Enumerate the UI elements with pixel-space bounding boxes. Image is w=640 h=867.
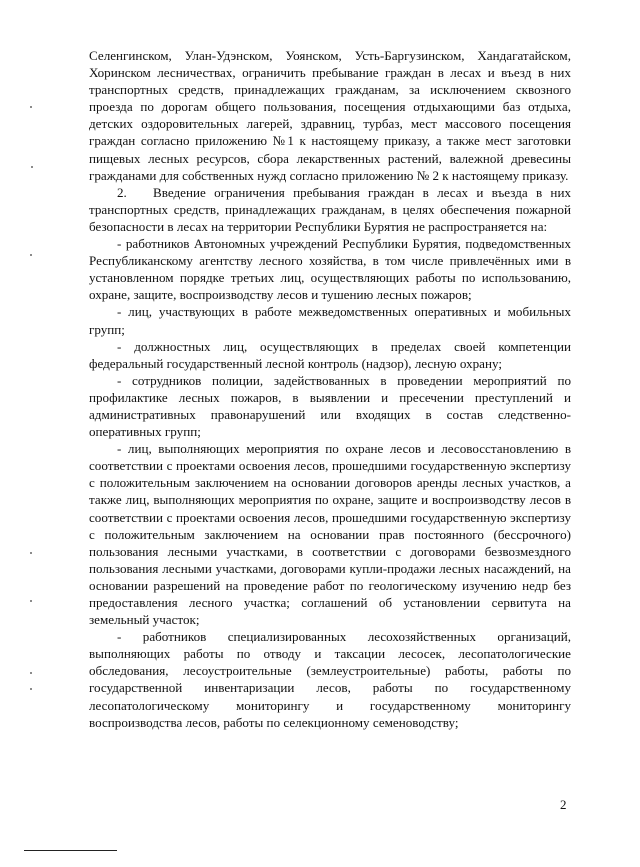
scan-speck	[30, 688, 32, 690]
list-item: - работников Автономных учреждений Республики Бурятия, подведомственных Республиканскому агентству лесного хозяйства, в том числе привлечённых ими в установленном порядке третьих лиц, осуществляющих работы по использованию, охране, защите, воспроизводству лесов и тушению лесных пожаров;	[89, 236, 571, 303]
list-item: - сотрудников полиции, задействованных в проведении мероприятий по профилактике лесных пожаров, в выявлении и пресечении преступлений и административных правонарушений или входящих в состав следственно-оперативных групп;	[89, 372, 571, 440]
scan-speck	[30, 600, 32, 602]
list-item: - должностных лиц, осуществляющих в пределах своей компетенции федеральный государственный лесной контроль (надзор), лесную охрану;	[89, 338, 571, 371]
list-item: - работников специализированных лесохозяйственных организаций, выполняющих работы по отводу и таксации лесосек, лесопатологические обследования, лесоустроительные (землеустроительные) работы, работы по государственной инвентаризации лесов, работы по государственному лесопатологическому мониторингу и государственному мониторингу воспроизводства лесов, работы по селекционному семеноводству;	[89, 629, 571, 730]
scan-speck	[30, 552, 32, 554]
list-item: - лиц, участвующих в работе межведомственных оперативных и мобильных групп;	[89, 304, 571, 337]
paragraph-1-continuation: Селенгинском, Улан-Удэнском, Уоянском, Усть-Баргузинском, Хандагатайском, Хоринском лесничествах, ограничить пребывание граждан в лесах и въезд в них транспортных средств, принадлежащих гражданам, за исключением сквозного проезда по дорогам общего пользования, посещения отдыхающими баз отдыха, детских оздоровительных лагерей, здравниц, турбаз, мест массового посещения граждан согласно приложению №1 к настоящему приказу, а также мест заготовки пищевых лесных ресурсов, сбора лекарственных растений, валежной древесины гражданами для собственных нужд согласно приложению № 2 к настоящему приказу.	[89, 48, 571, 183]
scan-speck	[31, 166, 33, 168]
page-number: 2	[560, 797, 567, 812]
paragraph-2-clause: 2. Введение ограничения пребывания граждан в лесах и въезда в них транспортных средств, принадлежащих гражданам, в целях обеспечения пожарной безопасности в лесах на территории Республики Бурятия не распространяется на:	[89, 184, 571, 234]
scan-speck	[30, 672, 32, 674]
footer-rule	[24, 850, 117, 851]
scan-speck	[30, 106, 32, 108]
document-body	[89, 47, 571, 731]
list-item: - лиц, выполняющих мероприятия по охране лесов и лесовосстановлению в соответствии с проектами освоения лесов, прошедшими государственную экспертизу с положительным заключением на основании договоров аренды лесных участков, а также лиц, выполняющих мероприятия по охране, защите и воспроизводству лесов в соответствии с проектами освоения лесов, прошедшими государственную экспертизу с положительным заключением на основании прав постоянного (бессрочного) пользования лесными участками, в соответствии с договорами безвозмездного пользования лесными участками, договорами купли-продажи лесных насаждений, на основании разрешений на проведение работ по геологическому изучению недр без предоставления лесного участка; соглашений об установлении сервитута на земельный участок;	[89, 441, 571, 628]
scan-speck	[30, 254, 32, 256]
